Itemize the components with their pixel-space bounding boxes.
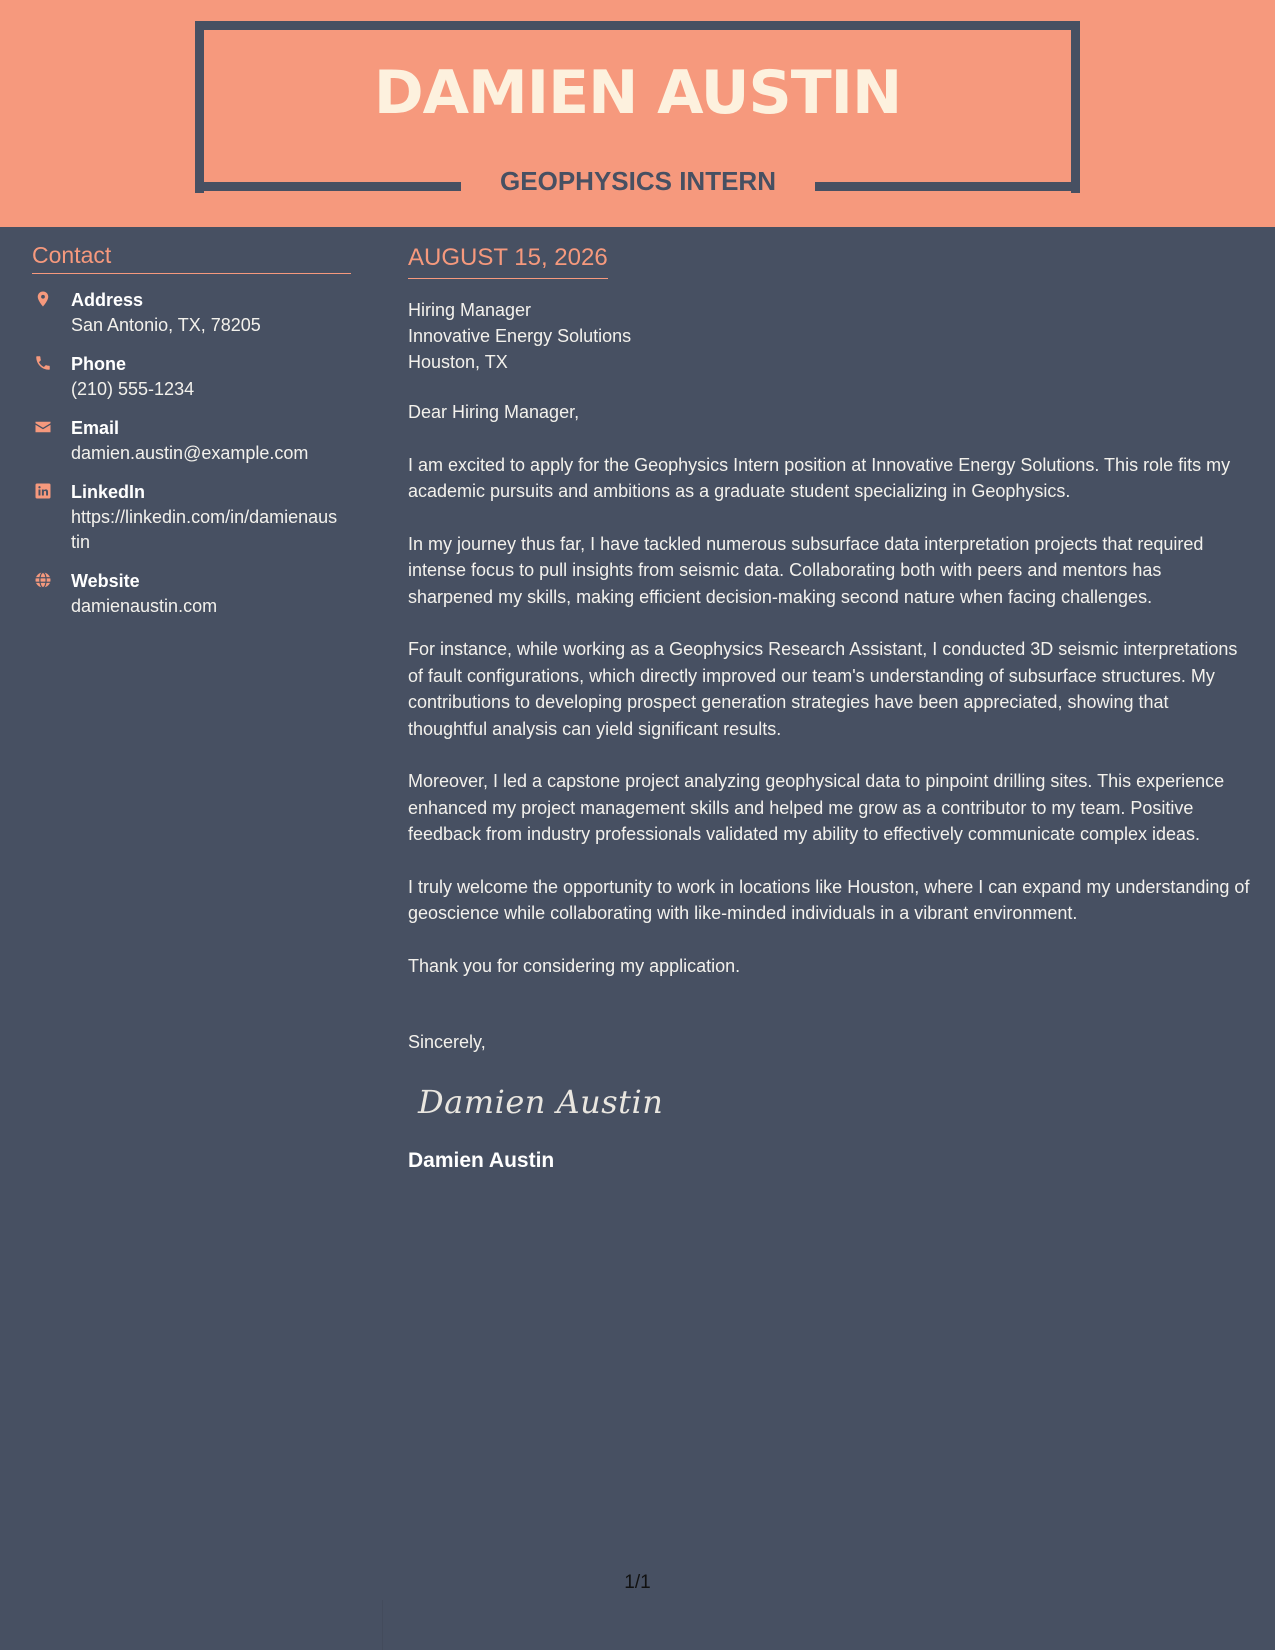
recipient-block [408, 297, 1250, 375]
phone-icon [34, 354, 52, 372]
contact-heading: Contact [32, 242, 351, 274]
address-value: San Antonio, TX, 78205 [71, 315, 261, 335]
header-banner [0, 0, 1275, 227]
website-label: Website [71, 571, 140, 591]
closing: Sincerely, [408, 1032, 486, 1052]
phone-value: (210) 555-1234 [71, 379, 195, 399]
applicant-name: DAMIEN AUSTIN [373, 58, 902, 128]
envelope-icon [34, 418, 52, 436]
paragraph: For instance, while working as a Geophysics Research Assistant, I conducted 3D seismic interpretations of fault configurations, which directly improved our team's understanding of subsurface structures. My contributions to developing prospect generation strategies have been appreciated, showing that thoughtful analysis can yield significant results. [408, 639, 1238, 739]
header-frame-bottom-left [195, 182, 461, 191]
recipient-location: Houston, TX [408, 352, 508, 372]
divider [382, 1600, 383, 1650]
letter-date: AUGUST 15, 2026 [408, 244, 608, 279]
letter-body [408, 244, 1250, 1173]
salutation: Dear Hiring Manager, [408, 402, 580, 422]
paragraph: Moreover, I led a capstone project analyzing geophysical data to pinpoint drilling sites. This experience enhanced my project management skills and helped me grow as a contributor to my team. Positive feedback from industry professionals validated my ability to effectively communicate complex ideas. [408, 771, 1225, 844]
address-label: Address [71, 290, 144, 310]
globe-icon [34, 571, 52, 589]
paragraph: In my journey thus far, I have tackled numerous subsurface data interpretation projects that required intense focus to pull insights from seismic data. Collaborating both with peers and mentors has sharpened my skills, making efficient decision-making second nature when facing challenges. [408, 533, 1204, 607]
recipient-company: Innovative Energy Solutions [408, 326, 632, 346]
handwritten-signature: Damien Austin [418, 1083, 664, 1121]
contact-sidebar [32, 242, 352, 619]
paragraph: Thank you for considering my application. [408, 955, 741, 976]
letter-text [408, 399, 1250, 979]
website-value[interactable]: damienaustin.com [71, 596, 218, 616]
signer-name: Damien Austin [408, 1149, 555, 1172]
contact-item-phone [32, 352, 352, 402]
phone-label: Phone [71, 354, 127, 374]
linkedin-icon [34, 482, 52, 500]
location-pin-icon [34, 290, 52, 308]
contact-item-linkedin [32, 480, 352, 555]
contact-item-website [32, 569, 352, 619]
contact-item-address [32, 288, 352, 338]
paragraph: I am excited to apply for the Geophysics Intern position at Innovative Energy Solutions. This role fits my academic pursuits and ambitions as a graduate student specializing in Geophysics. [408, 454, 1231, 501]
paragraph: I truly welcome the opportunity to work in locations like Houston, where I can expand my understanding of geoscience while collaborating with like-minded individuals in a vibrant environment. [408, 876, 1250, 923]
job-title: GEOPHYSICS INTERN [500, 166, 776, 196]
recipient-name: Hiring Manager [408, 300, 532, 320]
page-number: 1/1 [624, 1572, 651, 1593]
header-frame-bottom-right [815, 182, 1080, 191]
linkedin-label: LinkedIn [71, 482, 146, 502]
email-label: Email [71, 418, 120, 438]
email-value[interactable]: damien.austin@example.com [71, 443, 309, 463]
contact-item-email [32, 416, 352, 466]
linkedin-value[interactable]: https://linkedin.com/in/damienaustin [71, 507, 338, 552]
